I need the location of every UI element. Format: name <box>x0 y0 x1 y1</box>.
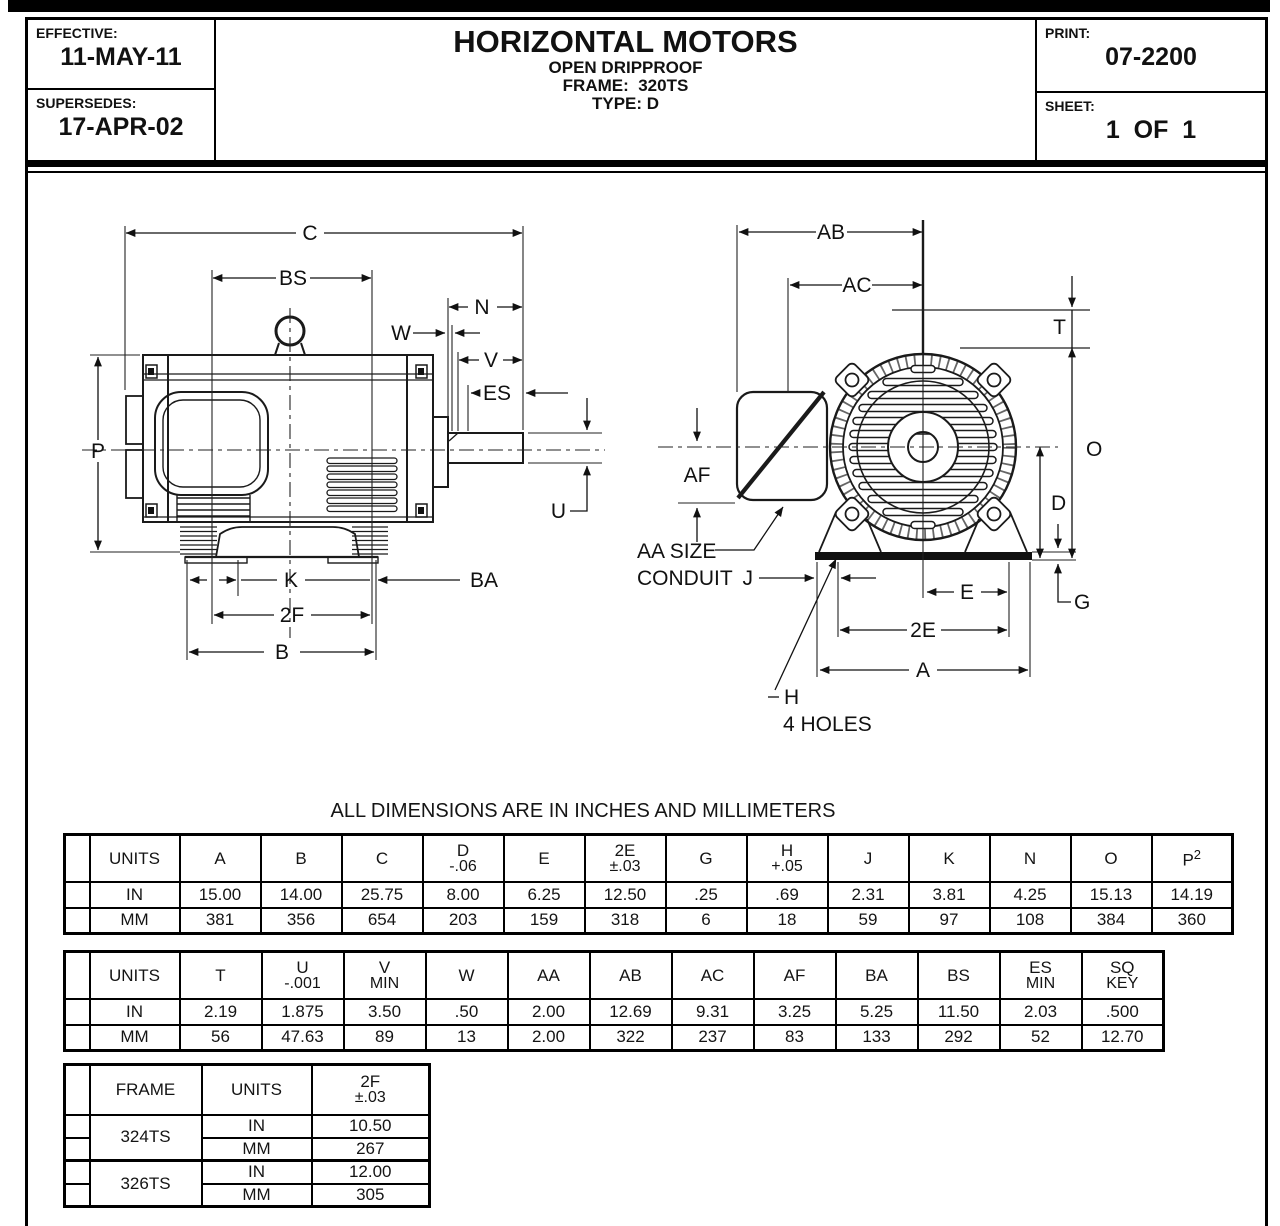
dim-label-j: J <box>742 567 753 590</box>
table-cell: 6.25 <box>504 882 585 908</box>
unit-label-cell: IN <box>90 999 180 1025</box>
dim-label-d: D <box>1051 492 1067 515</box>
table-cell: 9.31 <box>672 999 754 1025</box>
column-header: J <box>828 835 909 882</box>
column-header: $P^2$ <box>1152 835 1233 882</box>
table-cell: 237 <box>672 1025 754 1051</box>
dim-label-2f: 2F <box>279 604 305 627</box>
column-header: 2E ±.03 <box>585 835 666 882</box>
column-header: UNITS <box>90 952 180 999</box>
column-header: ES MIN <box>1000 952 1082 999</box>
revision-tick-cell <box>65 952 90 999</box>
column-header: UNITS <box>202 1065 312 1115</box>
unit-label-cell: MM <box>202 1138 312 1161</box>
table-cell: 97 <box>909 908 990 934</box>
side-dimension-labels <box>91 222 566 664</box>
column-header: K <box>909 835 990 882</box>
dim-label-es: ES <box>482 382 512 405</box>
effective-value: 11-MAY-11 <box>60 43 182 71</box>
revision-tick-cell <box>65 999 90 1025</box>
table-cell: 654 <box>342 908 423 934</box>
dim-label-o: O <box>1086 438 1103 461</box>
frame-line: FRAME: 320TS <box>562 76 689 95</box>
revision-tick-cell <box>65 1065 90 1115</box>
table-cell: 12.50 <box>585 882 666 908</box>
unit-label-cell: MM <box>90 908 180 934</box>
print-value: 07-2200 <box>1105 43 1197 71</box>
table-cell: 11.50 <box>918 999 1000 1025</box>
table-cell: 15.00 <box>180 882 261 908</box>
column-header: V MIN <box>344 952 426 999</box>
table-cell: 133 <box>836 1025 918 1051</box>
table-cell: 384 <box>1071 908 1152 934</box>
dim-label-ac: AC <box>842 274 872 297</box>
unit-label-cell: IN <box>202 1115 312 1138</box>
print-label: PRINT: <box>1045 25 1091 41</box>
dim-label-u: U <box>550 500 566 523</box>
table-cell: 1.875 <box>262 999 344 1025</box>
side-extension-lines <box>90 226 602 660</box>
dimension-table-main <box>63 833 1234 935</box>
table-cell: .50 <box>426 999 508 1025</box>
table-cell: 4.25 <box>990 882 1071 908</box>
table-cell: 15.13 <box>1071 882 1152 908</box>
dim-label-v: V <box>483 349 499 372</box>
column-header: A <box>180 835 261 882</box>
table-cell: 47.63 <box>262 1025 344 1051</box>
column-header: AB <box>590 952 672 999</box>
frame-size-cell: 324TS <box>90 1115 202 1161</box>
table-cell: 13 <box>426 1025 508 1051</box>
unit-label-cell: IN <box>202 1161 312 1184</box>
table-cell: 12.70 <box>1082 1025 1164 1051</box>
dimensions-note: ALL DIMENSIONS ARE IN INCHES AND MILLIMETERS <box>330 800 836 822</box>
column-header: UNITS <box>90 835 180 882</box>
revision-tick-cell <box>65 835 90 882</box>
sheet-label: SHEET: <box>1045 98 1095 114</box>
label-conduit: CONDUIT <box>637 567 733 590</box>
table-cell: 5.25 <box>836 999 918 1025</box>
table-cell: 12.00 <box>312 1161 430 1184</box>
column-header: AC <box>672 952 754 999</box>
motor-side-geometry <box>126 317 523 563</box>
dim-label-bs: BS <box>278 267 308 290</box>
column-header: T <box>180 952 262 999</box>
table-cell: 318 <box>585 908 666 934</box>
dim-label-n: N <box>474 296 490 319</box>
column-header: FRAME <box>90 1065 202 1115</box>
revision-tick-cell <box>65 1115 90 1138</box>
table-cell: .500 <box>1082 999 1164 1025</box>
column-header: 2F ±.03 <box>312 1065 430 1115</box>
dim-label-g: G <box>1074 591 1091 614</box>
column-header: H +.05 <box>747 835 828 882</box>
table-cell: 2.03 <box>1000 999 1082 1025</box>
page-subtitle: OPEN DRIPPROOF <box>548 58 703 77</box>
effective-cell <box>28 20 214 90</box>
table-cell: 2.19 <box>180 999 262 1025</box>
table-cell: 52 <box>1000 1025 1082 1051</box>
revision-tick-cell <box>65 1184 90 1207</box>
page-title: HORIZONTAL MOTORS <box>453 24 798 59</box>
title-block-left <box>28 20 216 160</box>
unit-label-cell: IN <box>90 882 180 908</box>
table-cell: 59 <box>828 908 909 934</box>
table-cell: 14.19 <box>1152 882 1233 908</box>
table-cell: 3.50 <box>344 999 426 1025</box>
column-header: AF <box>754 952 836 999</box>
column-header: BA <box>836 952 918 999</box>
dim-label-2e: 2E <box>910 619 936 642</box>
top-black-bar <box>8 0 1270 12</box>
table-cell: .25 <box>666 882 747 908</box>
table-cell: 12.69 <box>590 999 672 1025</box>
type-line: TYPE: D <box>591 94 660 113</box>
table-cell: 3.81 <box>909 882 990 908</box>
table-cell: 267 <box>312 1138 430 1161</box>
dim-label-c: C <box>302 222 318 245</box>
supersedes-label: SUPERSEDES: <box>36 95 137 111</box>
label-aa-size: AA SIZE <box>637 540 717 563</box>
dim-label-ab: AB <box>816 221 846 244</box>
table-cell: 6 <box>666 908 747 934</box>
label-4-holes: 4 HOLES <box>783 713 872 736</box>
dim-label-p: P <box>90 440 106 463</box>
column-header: B <box>261 835 342 882</box>
column-header: U -.001 <box>262 952 344 999</box>
table-cell: 2.00 <box>508 999 590 1025</box>
dim-label-w: W <box>391 322 411 345</box>
title-block-center <box>216 20 1035 160</box>
column-header: W <box>426 952 508 999</box>
sheet-value: 1 OF 1 <box>1105 116 1197 144</box>
sheet-cell <box>1037 93 1265 160</box>
column-header: C <box>342 835 423 882</box>
table-cell: 14.00 <box>261 882 342 908</box>
title-block <box>25 17 1268 163</box>
table-cell: 292 <box>918 1025 1000 1051</box>
table-cell: 356 <box>261 908 342 934</box>
dim-label-af: AF <box>683 464 711 487</box>
column-header: BS <box>918 952 1000 999</box>
side-view-drawing <box>60 200 620 770</box>
revision-tick-cell <box>65 1161 90 1184</box>
supersedes-cell <box>28 90 214 160</box>
revision-tick-cell <box>65 882 90 908</box>
front-view-drawing <box>620 200 1220 770</box>
dim-label-t: T <box>1053 316 1066 339</box>
effective-label: EFFECTIVE: <box>36 25 118 41</box>
table-cell: 3.25 <box>754 999 836 1025</box>
revision-tick-cell <box>65 908 90 934</box>
table-cell: 2.31 <box>828 882 909 908</box>
table-cell: 83 <box>754 1025 836 1051</box>
side-dimension-lines <box>98 233 587 652</box>
column-header: AA <box>508 952 590 999</box>
frame-2f-table <box>63 1063 431 1208</box>
dimension-table-secondary <box>63 950 1165 1052</box>
dim-label-k: K <box>283 569 299 592</box>
table-cell: 18 <box>747 908 828 934</box>
table-cell: 381 <box>180 908 261 934</box>
column-header: N <box>990 835 1071 882</box>
table-cell: 322 <box>590 1025 672 1051</box>
dim-label-ba: BA <box>470 569 499 592</box>
table-cell: 203 <box>423 908 504 934</box>
table-cell: 25.75 <box>342 882 423 908</box>
dim-label-a: A <box>915 659 931 682</box>
print-cell <box>1037 20 1265 93</box>
unit-label-cell: MM <box>202 1184 312 1207</box>
column-header: O <box>1071 835 1152 882</box>
unit-label-cell: MM <box>90 1025 180 1051</box>
column-header: SQ KEY <box>1082 952 1164 999</box>
column-header: D -.06 <box>423 835 504 882</box>
column-header: G <box>666 835 747 882</box>
title-block-right <box>1035 20 1265 160</box>
frame-inner-rule <box>28 171 1265 173</box>
table-cell: 8.00 <box>423 882 504 908</box>
dim-label-h: H <box>784 686 800 709</box>
table-cell: 159 <box>504 908 585 934</box>
table-cell: 56 <box>180 1025 262 1051</box>
table-cell: 2.00 <box>508 1025 590 1051</box>
table-cell: 305 <box>312 1184 430 1207</box>
supersedes-value: 17-APR-02 <box>58 113 184 141</box>
dim-label-e: E <box>959 581 975 604</box>
side-centerlines <box>82 308 605 638</box>
table-cell: .69 <box>747 882 828 908</box>
column-header: E <box>504 835 585 882</box>
table-cell: 10.50 <box>312 1115 430 1138</box>
dim-label-b: B <box>274 641 290 664</box>
revision-tick-cell <box>65 1138 90 1161</box>
frame-size-cell: 326TS <box>90 1161 202 1207</box>
table-cell: 89 <box>344 1025 426 1051</box>
table-cell: 108 <box>990 908 1071 934</box>
revision-tick-cell <box>65 1025 90 1051</box>
table-cell: 360 <box>1152 908 1233 934</box>
